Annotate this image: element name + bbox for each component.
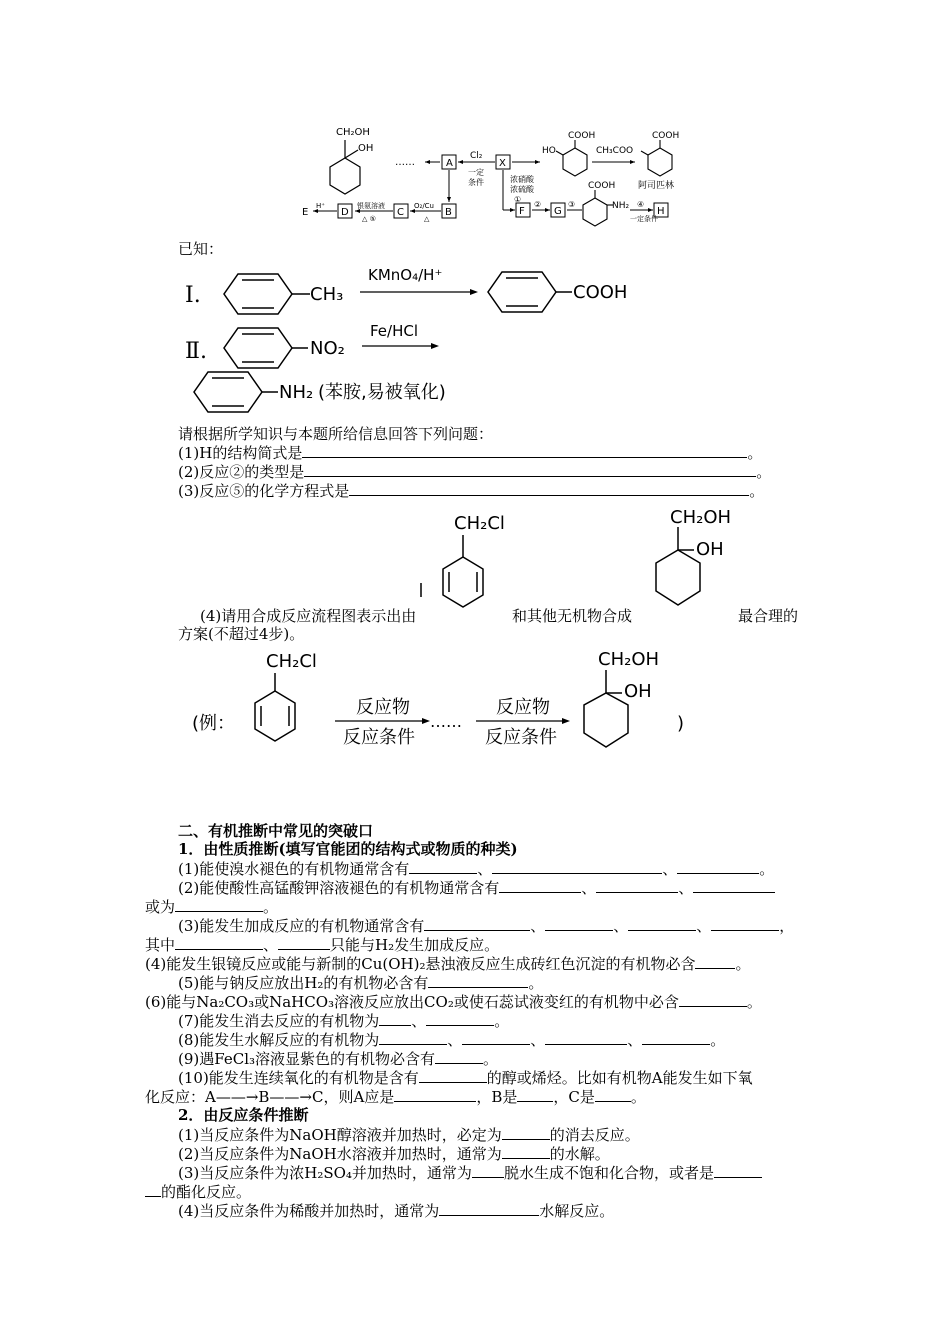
condition-full-label: 一定条件 bbox=[630, 215, 658, 223]
blank-8-3[interactable] bbox=[545, 1030, 627, 1045]
blank-10-1[interactable] bbox=[419, 1068, 487, 1083]
s2-line-3b: 其中 、 只能与H₂发生加成反应。 bbox=[145, 936, 500, 954]
roman-two: Ⅱ. bbox=[185, 339, 207, 364]
box-x-label: X bbox=[499, 158, 506, 169]
example-reactant-2: 反应物 bbox=[496, 697, 550, 718]
blank-8-2[interactable] bbox=[462, 1030, 530, 1045]
answer-blank-3[interactable] bbox=[349, 481, 749, 496]
s2-line-4: (4)能发生银镜反应或能与新制的Cu(OH)₂悬浊液反应生成砖红色沉淀的有机物必含 。 bbox=[145, 955, 751, 973]
blank-3-2[interactable] bbox=[545, 916, 613, 931]
blank-m3-1[interactable] bbox=[472, 1163, 504, 1178]
aniline-nh2-label: NH₂ bbox=[279, 382, 314, 403]
blank-2-2[interactable] bbox=[596, 878, 678, 893]
blank-m4[interactable] bbox=[439, 1201, 539, 1216]
cl2-label: Cl₂ bbox=[470, 151, 483, 161]
s2-cond-4: (4)当反应条件为稀酸并加热时，通常为 水解反应。 bbox=[178, 1202, 615, 1220]
example-dots: …… bbox=[430, 712, 462, 731]
cooh-label-2: COOH bbox=[652, 131, 680, 141]
example-condition-2: 反应条件 bbox=[485, 727, 557, 748]
product-oh-label: OH bbox=[696, 539, 724, 560]
example-ch2oh-label: CH₂OH bbox=[598, 649, 660, 670]
box-d-label: D bbox=[341, 207, 349, 218]
blank-1-1[interactable] bbox=[409, 859, 477, 874]
question-1: (1)H的结构简式是 。 bbox=[178, 444, 763, 462]
cooh-label: COOH bbox=[573, 282, 628, 303]
question-3: (3)反应⑤的化学方程式是 。 bbox=[178, 482, 765, 500]
benzoic-acid-ring bbox=[488, 272, 572, 312]
toluene-ring bbox=[224, 274, 310, 314]
s2-line-3: (3)能发生加成反应的有机物通常含有 、 、 、 ， bbox=[178, 917, 795, 935]
blank-10-3[interactable] bbox=[517, 1087, 553, 1102]
blank-10-4[interactable] bbox=[595, 1087, 631, 1102]
section-2-sub-1: 1．由性质推断(填写官能团的结构式或物质的种类) bbox=[178, 840, 518, 858]
benzyl-chloride-structure bbox=[443, 535, 483, 607]
question-4-d: 方案(不超过4步)。 bbox=[178, 625, 305, 643]
s2-line-5: (5)能与钠反应放出H₂的有机物必含有 。 bbox=[178, 974, 544, 992]
blank-1-2[interactable] bbox=[492, 859, 662, 874]
cooh-label-1: COOH bbox=[568, 131, 596, 141]
box-f-label: F bbox=[519, 206, 525, 217]
example-benzyl-chloride bbox=[255, 673, 295, 741]
product-cyclohexane-structure bbox=[656, 527, 700, 605]
blank-7-1[interactable] bbox=[379, 1011, 411, 1026]
s2-line-1: (1)能使溴水褪色的有机物通常含有 、 、 。 bbox=[178, 860, 775, 878]
step-2-label: ② bbox=[534, 200, 542, 209]
question-intro: 请根据所学知识与本题所给信息回答下列问题： bbox=[178, 425, 494, 443]
no2-label: NO₂ bbox=[310, 338, 345, 359]
ch3coo-label: CH₃COO bbox=[596, 146, 634, 156]
section-2-title: 二、有机推断中常见的突破口 bbox=[178, 822, 374, 840]
ho-label: HO bbox=[542, 146, 556, 156]
delta-label: △ bbox=[424, 215, 430, 223]
h2so4-label: 浓硫酸 bbox=[510, 185, 534, 194]
s2-cond-3: (3)当反应条件为浓H₂SO₄并加热时，通常为 脱水生成不饱和化合物，或者是 bbox=[178, 1163, 762, 1183]
roman-one: Ⅰ. bbox=[185, 283, 201, 308]
example-reactant-1: 反应物 bbox=[356, 697, 410, 718]
s2-line-10: (10)能发生连续氧化的有机物是含有 的醇或烯烃。比如有机物A能发生如下氧 bbox=[178, 1069, 753, 1087]
example-open: (例： bbox=[192, 713, 236, 734]
blank-2-1[interactable] bbox=[499, 878, 581, 893]
cooh-label-3: COOH bbox=[588, 181, 616, 191]
box-b-label: B bbox=[445, 207, 452, 218]
blank-2-4[interactable] bbox=[175, 897, 263, 912]
blank-m1[interactable] bbox=[502, 1125, 550, 1140]
s2-line-2b: 或为 。 bbox=[145, 898, 279, 916]
silver-ammonia-label: 银氨溶液 bbox=[357, 202, 385, 210]
known-reactions bbox=[180, 258, 650, 418]
blank-m2[interactable] bbox=[502, 1144, 550, 1159]
blank-3-1[interactable] bbox=[424, 916, 530, 931]
aniline-note: (苯胺,易被氧化) bbox=[318, 382, 446, 403]
example-ch2cl-label: CH₂Cl bbox=[266, 651, 317, 672]
step-1-label: ① bbox=[514, 195, 522, 204]
s2-cond-1: (1)当反应条件为NaOH醇溶液并加热时，必定为 的消去反应。 bbox=[178, 1126, 640, 1144]
known-label: 已知： bbox=[178, 240, 224, 258]
blank-2-3[interactable] bbox=[693, 878, 775, 893]
box-g-label: G bbox=[554, 206, 562, 217]
nh2-label: NH₂ bbox=[612, 201, 630, 211]
blank-3-4[interactable] bbox=[711, 916, 779, 931]
product-ch2oh-label: CH₂OH bbox=[670, 507, 732, 528]
aminobenzoic-acid-structure bbox=[583, 190, 613, 226]
blank-3-5[interactable] bbox=[175, 935, 263, 950]
box-h-label: H bbox=[657, 206, 665, 217]
box-a-label: A bbox=[446, 158, 453, 169]
delta-5-label: △ ⑤ bbox=[362, 215, 376, 223]
condition-label-2: 条件 bbox=[468, 178, 484, 187]
blank-7-2[interactable] bbox=[426, 1011, 494, 1026]
ch2oh-label: CH₂OH bbox=[336, 127, 370, 138]
condition-label-1: 一定 bbox=[468, 168, 484, 177]
fe-hcl-label: Fe/HCl bbox=[370, 322, 419, 340]
question-4-c: 最合理的 bbox=[738, 607, 799, 625]
question-4-a: (4)请用合成反应流程图表示出由 bbox=[200, 607, 417, 625]
aspirin-structure bbox=[641, 140, 672, 176]
s2-line-2: (2)能使酸性高锰酸钾溶液褪色的有机物通常含有 、 、 bbox=[178, 878, 775, 898]
example-condition-1: 反应条件 bbox=[343, 727, 415, 748]
blank-3-3[interactable] bbox=[628, 916, 696, 931]
example-close: ) bbox=[677, 713, 685, 734]
blank-m3-2[interactable] bbox=[714, 1163, 762, 1178]
blank-6-1[interactable] bbox=[679, 992, 747, 1007]
blank-9-1[interactable] bbox=[435, 1049, 483, 1064]
aspirin-label: 阿司匹林 bbox=[638, 181, 675, 191]
s2-line-9: (9)遇FeCl₃溶液显紫色的有机物必含有 。 bbox=[178, 1050, 499, 1068]
blank-3-6[interactable] bbox=[278, 935, 330, 950]
box-c-label: C bbox=[397, 207, 404, 218]
example-cyclohexane-product bbox=[584, 670, 628, 747]
blank-5-1[interactable] bbox=[428, 973, 528, 988]
example-route bbox=[180, 645, 700, 765]
kmno4-label: KMnO₄/H⁺ bbox=[368, 266, 443, 284]
answer-blank-1[interactable] bbox=[302, 443, 747, 458]
s2-line-7: (7)能发生消去反应的有机物为 、 。 bbox=[178, 1012, 510, 1030]
blank-8-1[interactable] bbox=[379, 1030, 447, 1045]
oh-label: OH bbox=[358, 143, 374, 154]
blank-10-2[interactable] bbox=[394, 1087, 476, 1102]
section-2-sub-2: 2．由反应条件推断 bbox=[178, 1106, 309, 1124]
question-2: (2)反应②的类型是 。 bbox=[178, 463, 772, 481]
ch3-label: CH₃ bbox=[310, 284, 344, 305]
hno3-label: 浓硝酸 bbox=[510, 175, 534, 184]
blank-4-1[interactable] bbox=[695, 954, 735, 969]
s2-line-10b: 化反应：A——→B——→C，则A应是 ，B是 ，C是 。 bbox=[145, 1088, 646, 1106]
nitrobenzene-ring bbox=[224, 328, 308, 368]
s2-cond-2: (2)当反应条件为NaOH水溶液并加热时，通常为 的水解。 bbox=[178, 1145, 610, 1163]
dots-label: …… bbox=[395, 157, 415, 168]
box-e-label: E bbox=[302, 207, 309, 218]
step-3-label: ③ bbox=[568, 200, 576, 209]
benzyl-chloride-label: CH₂Cl bbox=[454, 513, 505, 534]
s2-line-8: (8)能发生水解反应的有机物为 、 、 、 。 bbox=[178, 1031, 726, 1049]
blank-8-4[interactable] bbox=[642, 1030, 710, 1045]
s2-line-6: (6)能与Na₂CO₃或NaHCO₃溶液反应放出CO₂或使石蕊试液变红的有机物中必含 。 bbox=[145, 993, 762, 1011]
s2-cond-3b: 的酯化反应。 bbox=[145, 1182, 251, 1202]
answer-blank-2[interactable] bbox=[304, 462, 756, 477]
example-oh-label: OH bbox=[624, 681, 652, 702]
blank-1-3[interactable] bbox=[677, 859, 759, 874]
o2cu-label: O₂/Cu bbox=[414, 202, 434, 210]
salicylic-acid-structure bbox=[556, 140, 587, 176]
step-4-label: ④ bbox=[637, 200, 645, 209]
h-plus-label: H⁺ bbox=[316, 202, 325, 210]
aniline-ring bbox=[194, 372, 278, 412]
question-4-b: 和其他无机物合成 bbox=[512, 607, 633, 625]
synthesis-route-diagram bbox=[300, 120, 700, 230]
blank-m3-3[interactable] bbox=[145, 1182, 161, 1197]
